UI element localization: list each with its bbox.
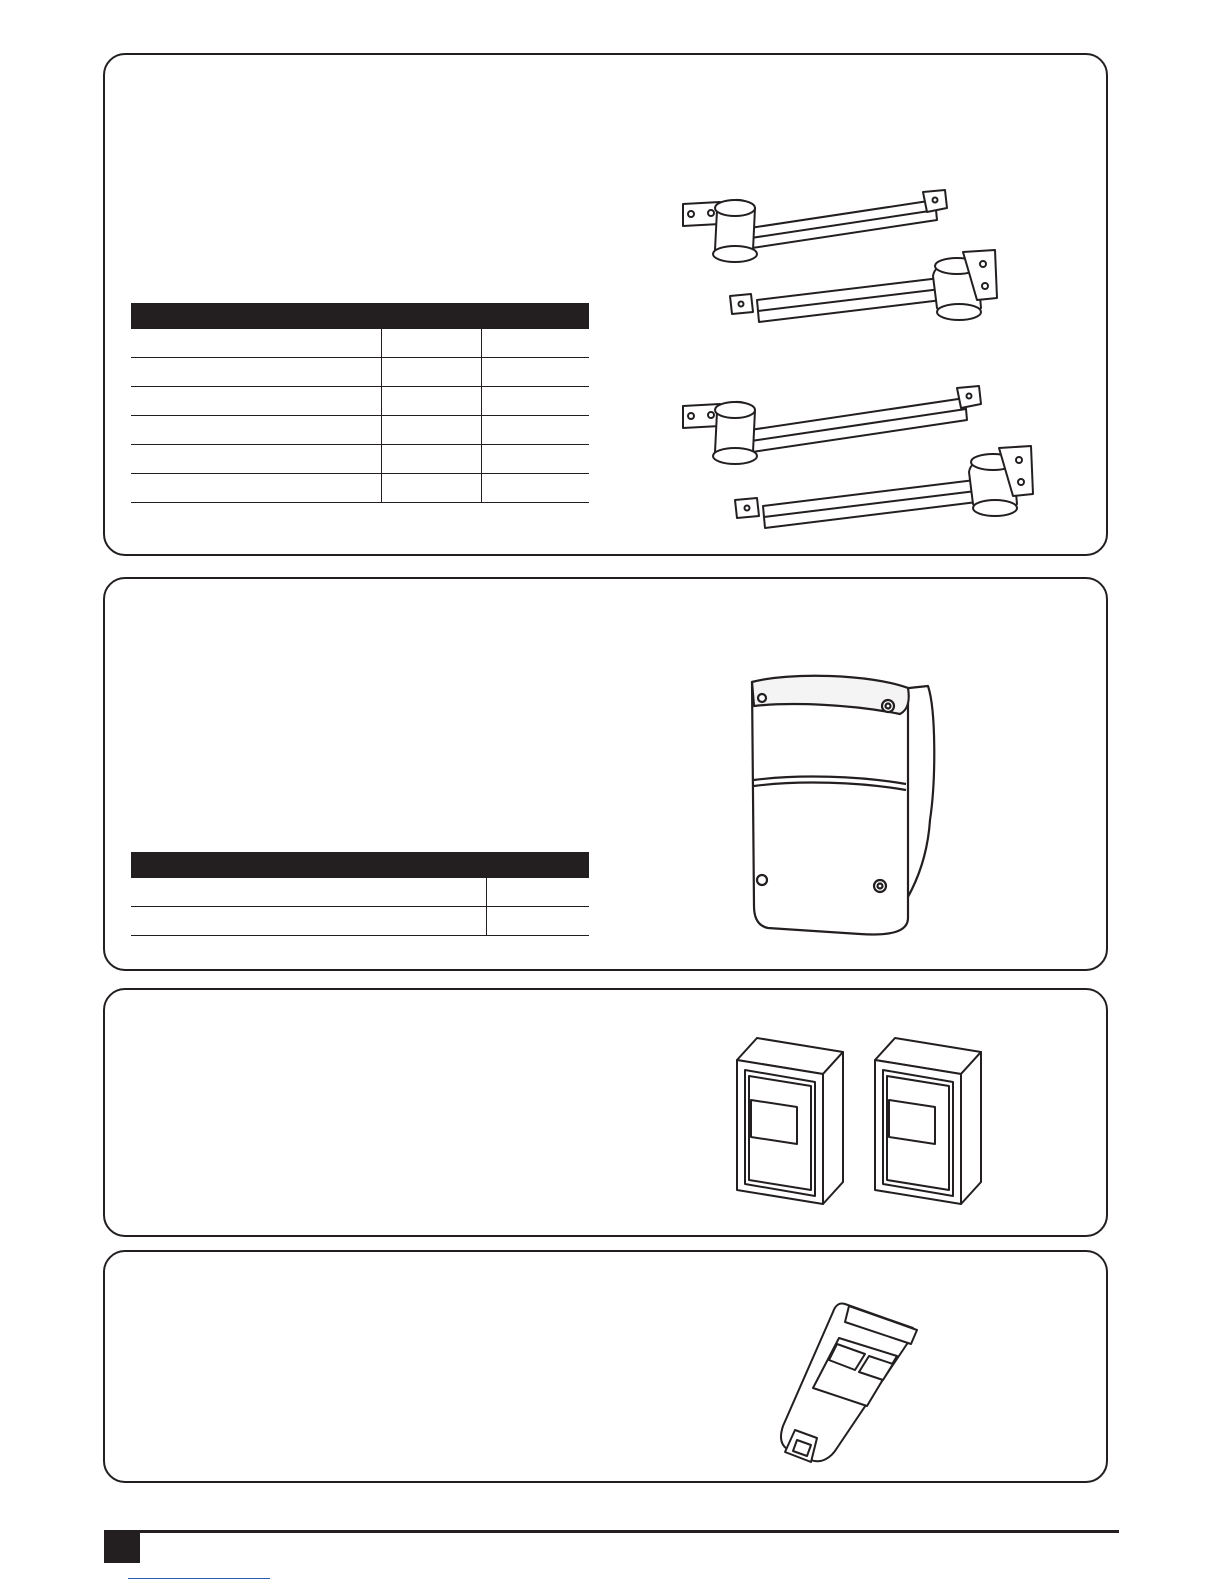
remote-control-panel bbox=[103, 1250, 1108, 1483]
swing-gate-operator-icon bbox=[665, 180, 1045, 540]
footer-link-underline[interactable] bbox=[128, 1578, 270, 1579]
table-row bbox=[131, 474, 589, 503]
table-row bbox=[131, 416, 589, 445]
control-box-icon bbox=[740, 670, 950, 942]
table-row bbox=[131, 358, 589, 387]
table-row bbox=[131, 445, 589, 474]
table-row bbox=[131, 387, 589, 416]
footer-rule bbox=[104, 1530, 1119, 1533]
table-row bbox=[131, 329, 589, 358]
table-row bbox=[131, 878, 589, 907]
table-header-row bbox=[131, 852, 589, 878]
page-number-box bbox=[104, 1533, 140, 1563]
operator-spec-table bbox=[131, 303, 589, 503]
photocell-pair-icon bbox=[725, 1030, 995, 1212]
table-header-row bbox=[131, 303, 589, 329]
remote-transmitter-icon bbox=[775, 1298, 925, 1470]
control-unit-spec-table bbox=[131, 852, 589, 936]
table-row bbox=[131, 907, 589, 936]
